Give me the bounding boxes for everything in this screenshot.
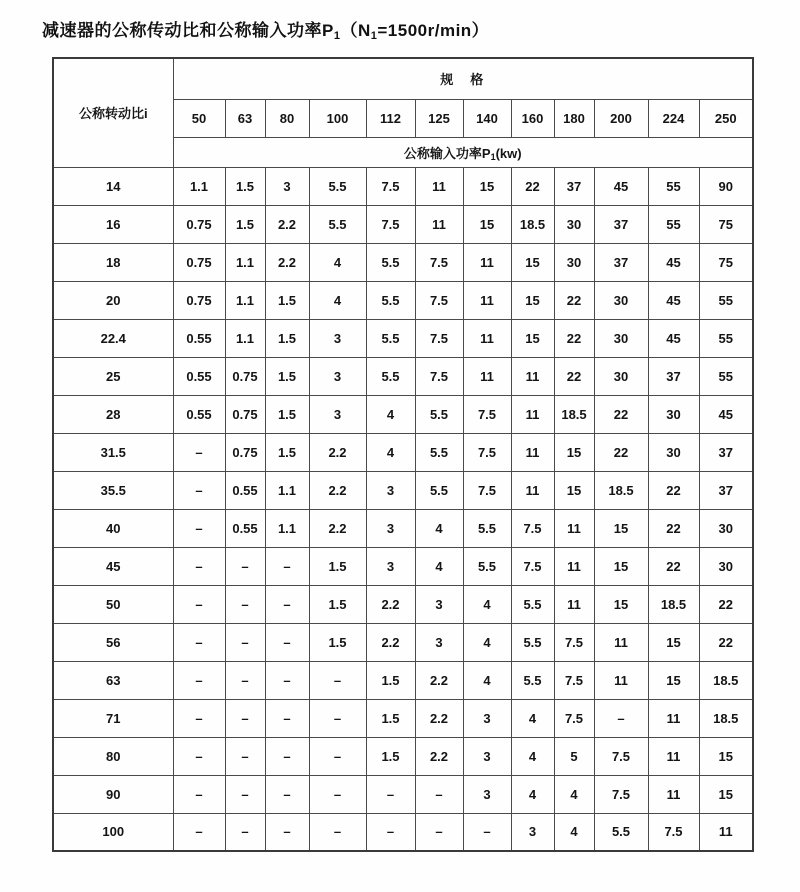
power-cell: 7.5 bbox=[554, 699, 594, 737]
power-cell: 5.5 bbox=[511, 623, 554, 661]
power-cell: 15 bbox=[594, 547, 648, 585]
power-cell: – bbox=[225, 775, 265, 813]
power-cell: 2.2 bbox=[366, 585, 415, 623]
ratio-cell: 31.5 bbox=[53, 433, 173, 471]
ratio-cell: 63 bbox=[53, 661, 173, 699]
power-cell: 22 bbox=[594, 433, 648, 471]
power-cell: 11 bbox=[511, 395, 554, 433]
power-cell: 45 bbox=[699, 395, 753, 433]
power-cell: – bbox=[173, 813, 225, 851]
power-cell: 22 bbox=[648, 471, 699, 509]
power-cell: 75 bbox=[699, 205, 753, 243]
power-cell: 4 bbox=[415, 547, 463, 585]
power-label-text: 公称输入功率P bbox=[403, 145, 491, 161]
ratio-cell: 40 bbox=[53, 509, 173, 547]
table-row bbox=[53, 585, 753, 623]
spec-table-body bbox=[53, 167, 753, 851]
power-cell: 3 bbox=[511, 813, 554, 851]
power-cell: 18.5 bbox=[648, 585, 699, 623]
table-row bbox=[53, 509, 753, 547]
power-cell: 5.5 bbox=[415, 471, 463, 509]
power-cell: 18.5 bbox=[699, 661, 753, 699]
power-cell: 18.5 bbox=[511, 205, 554, 243]
table-row bbox=[53, 319, 753, 357]
power-cell: 15 bbox=[648, 623, 699, 661]
table-row bbox=[53, 205, 753, 243]
power-cell: – bbox=[173, 737, 225, 775]
power-cell: 1.5 bbox=[265, 319, 309, 357]
power-cell: 30 bbox=[699, 509, 753, 547]
power-cell: 30 bbox=[594, 319, 648, 357]
power-cell: – bbox=[463, 813, 511, 851]
power-cell: 3 bbox=[309, 319, 366, 357]
power-cell: 22 bbox=[648, 509, 699, 547]
power-cell: – bbox=[366, 813, 415, 851]
power-cell: 1.5 bbox=[366, 699, 415, 737]
power-cell: 11 bbox=[511, 433, 554, 471]
size-col-header: 125 bbox=[415, 99, 463, 137]
power-cell: 3 bbox=[265, 167, 309, 205]
table-row bbox=[53, 699, 753, 737]
title-subscript-2: 1 bbox=[370, 30, 378, 42]
ratio-cell: 90 bbox=[53, 775, 173, 813]
power-cell: 1.5 bbox=[265, 433, 309, 471]
power-cell: 0.55 bbox=[225, 509, 265, 547]
power-cell: 11 bbox=[463, 243, 511, 281]
power-cell: 22 bbox=[554, 357, 594, 395]
power-cell: 0.55 bbox=[173, 357, 225, 395]
power-cell: – bbox=[309, 699, 366, 737]
power-cell: 4 bbox=[511, 699, 554, 737]
power-cell: 5.5 bbox=[366, 319, 415, 357]
power-cell: 4 bbox=[554, 775, 594, 813]
power-cell: 4 bbox=[511, 737, 554, 775]
power-cell: 75 bbox=[699, 243, 753, 281]
table-row bbox=[53, 661, 753, 699]
ratio-cell: 100 bbox=[53, 813, 173, 851]
power-cell: 1.5 bbox=[265, 281, 309, 319]
power-cell: 30 bbox=[699, 547, 753, 585]
power-cell: 30 bbox=[648, 433, 699, 471]
power-cell: 4 bbox=[463, 585, 511, 623]
table-row bbox=[53, 471, 753, 509]
ratio-cell: 35.5 bbox=[53, 471, 173, 509]
power-cell: 7.5 bbox=[366, 205, 415, 243]
power-cell: 1.5 bbox=[366, 661, 415, 699]
power-cell: 5.5 bbox=[366, 357, 415, 395]
size-col-header: 80 bbox=[265, 99, 309, 137]
power-cell: 22 bbox=[594, 395, 648, 433]
table-row bbox=[53, 395, 753, 433]
power-cell: 4 bbox=[309, 281, 366, 319]
power-cell: – bbox=[265, 585, 309, 623]
power-cell: 0.55 bbox=[173, 319, 225, 357]
power-cell: 7.5 bbox=[366, 167, 415, 205]
power-cell: 3 bbox=[366, 547, 415, 585]
power-cell: – bbox=[173, 699, 225, 737]
power-cell: 30 bbox=[648, 395, 699, 433]
power-cell: 15 bbox=[699, 775, 753, 813]
power-cell: 0.75 bbox=[173, 281, 225, 319]
power-cell: 15 bbox=[511, 319, 554, 357]
power-cell: – bbox=[173, 623, 225, 661]
ratio-cell: 71 bbox=[53, 699, 173, 737]
power-cell: 2.2 bbox=[309, 433, 366, 471]
power-cell: 3 bbox=[463, 737, 511, 775]
table-row bbox=[53, 813, 753, 851]
power-cell: 15 bbox=[511, 243, 554, 281]
power-cell: 5.5 bbox=[463, 509, 511, 547]
ratio-cell: 14 bbox=[53, 167, 173, 205]
power-cell: 7.5 bbox=[415, 319, 463, 357]
power-cell: 55 bbox=[699, 319, 753, 357]
size-col-header: 140 bbox=[463, 99, 511, 137]
power-cell: 7.5 bbox=[648, 813, 699, 851]
power-cell: 22 bbox=[699, 623, 753, 661]
power-cell: 2.2 bbox=[415, 737, 463, 775]
power-cell: 2.2 bbox=[309, 471, 366, 509]
power-cell: 1.5 bbox=[309, 585, 366, 623]
power-cell: 11 bbox=[699, 813, 753, 851]
power-cell: 15 bbox=[511, 281, 554, 319]
power-cell: – bbox=[173, 433, 225, 471]
ratio-cell: 45 bbox=[53, 547, 173, 585]
power-cell: – bbox=[594, 699, 648, 737]
page-title bbox=[42, 16, 489, 41]
size-col-header: 112 bbox=[366, 99, 415, 137]
power-cell: 0.75 bbox=[225, 395, 265, 433]
power-cell: 45 bbox=[648, 319, 699, 357]
power-cell: 37 bbox=[699, 471, 753, 509]
power-cell: 11 bbox=[554, 585, 594, 623]
power-cell: 1.1 bbox=[225, 281, 265, 319]
power-cell: 11 bbox=[648, 699, 699, 737]
power-cell: 15 bbox=[463, 167, 511, 205]
power-cell: 11 bbox=[594, 623, 648, 661]
power-cell: 1.5 bbox=[265, 395, 309, 433]
power-cell: 37 bbox=[648, 357, 699, 395]
power-cell: 4 bbox=[415, 509, 463, 547]
power-cell: – bbox=[173, 661, 225, 699]
power-subheader bbox=[173, 137, 753, 167]
ratio-cell: 18 bbox=[53, 243, 173, 281]
power-cell: 11 bbox=[463, 357, 511, 395]
power-cell: 0.75 bbox=[225, 357, 265, 395]
table-row bbox=[53, 433, 753, 471]
power-cell: 37 bbox=[594, 205, 648, 243]
power-cell: – bbox=[225, 661, 265, 699]
size-col-header: 100 bbox=[309, 99, 366, 137]
power-cell: – bbox=[225, 623, 265, 661]
power-cell: 7.5 bbox=[415, 357, 463, 395]
power-cell: 5.5 bbox=[511, 661, 554, 699]
power-cell: 5.5 bbox=[463, 547, 511, 585]
power-cell: 3 bbox=[309, 357, 366, 395]
power-cell: 1.1 bbox=[265, 471, 309, 509]
power-cell: 4 bbox=[366, 395, 415, 433]
power-cell: 30 bbox=[554, 243, 594, 281]
power-cell: 11 bbox=[511, 471, 554, 509]
table-row bbox=[53, 737, 753, 775]
power-cell: 3 bbox=[366, 509, 415, 547]
spec-table bbox=[52, 57, 754, 852]
spec-group-header: 规 格 bbox=[173, 58, 753, 99]
power-cell: 45 bbox=[648, 281, 699, 319]
power-cell: 55 bbox=[648, 167, 699, 205]
table-row bbox=[53, 167, 753, 205]
power-cell: 15 bbox=[594, 585, 648, 623]
title-text: 减速器的公称传动比和公称输入功率P bbox=[42, 21, 334, 40]
power-cell: 5.5 bbox=[366, 243, 415, 281]
power-cell: 7.5 bbox=[511, 547, 554, 585]
power-cell: 2.2 bbox=[265, 205, 309, 243]
power-cell: 45 bbox=[594, 167, 648, 205]
size-col-header: 160 bbox=[511, 99, 554, 137]
power-cell: 1.5 bbox=[225, 205, 265, 243]
power-cell: 1.5 bbox=[309, 623, 366, 661]
power-cell: 1.1 bbox=[265, 509, 309, 547]
power-cell: 15 bbox=[594, 509, 648, 547]
ratio-cell: 50 bbox=[53, 585, 173, 623]
power-cell: – bbox=[225, 699, 265, 737]
size-col-header: 50 bbox=[173, 99, 225, 137]
power-cell: – bbox=[265, 623, 309, 661]
title-subscript-1: 1 bbox=[333, 30, 341, 42]
power-cell: – bbox=[173, 509, 225, 547]
power-cell: 3 bbox=[463, 775, 511, 813]
power-cell: 22 bbox=[648, 547, 699, 585]
power-cell: 11 bbox=[415, 167, 463, 205]
power-cell: 37 bbox=[554, 167, 594, 205]
power-cell: 2.2 bbox=[366, 623, 415, 661]
table-row bbox=[53, 281, 753, 319]
power-cell: 4 bbox=[463, 661, 511, 699]
power-cell: – bbox=[173, 547, 225, 585]
power-cell: 3 bbox=[415, 623, 463, 661]
power-cell: 22 bbox=[554, 281, 594, 319]
power-cell: – bbox=[265, 775, 309, 813]
table-row bbox=[53, 243, 753, 281]
power-cell: 55 bbox=[699, 357, 753, 395]
power-cell: 11 bbox=[463, 281, 511, 319]
ratio-column-header: 公称转动比i bbox=[53, 58, 173, 167]
ratio-cell: 80 bbox=[53, 737, 173, 775]
power-cell: – bbox=[265, 813, 309, 851]
power-cell: 1.1 bbox=[173, 167, 225, 205]
power-cell: – bbox=[173, 775, 225, 813]
ratio-cell: 25 bbox=[53, 357, 173, 395]
power-cell: – bbox=[265, 661, 309, 699]
power-cell: – bbox=[415, 813, 463, 851]
power-cell: 2.2 bbox=[415, 661, 463, 699]
power-cell: 5.5 bbox=[366, 281, 415, 319]
power-cell: 0.75 bbox=[225, 433, 265, 471]
power-cell: 0.55 bbox=[173, 395, 225, 433]
power-cell: 5.5 bbox=[415, 433, 463, 471]
power-cell: 22 bbox=[511, 167, 554, 205]
power-cell: 7.5 bbox=[415, 281, 463, 319]
power-cell: – bbox=[415, 775, 463, 813]
power-cell: 7.5 bbox=[463, 395, 511, 433]
power-cell: – bbox=[366, 775, 415, 813]
power-cell: – bbox=[265, 547, 309, 585]
power-cell: 1.1 bbox=[225, 319, 265, 357]
power-cell: 4 bbox=[309, 243, 366, 281]
title-text-2: （N bbox=[340, 21, 371, 40]
power-cell: 5.5 bbox=[594, 813, 648, 851]
power-cell: 5.5 bbox=[415, 395, 463, 433]
power-cell: 7.5 bbox=[554, 661, 594, 699]
power-cell: 4 bbox=[463, 623, 511, 661]
power-cell: – bbox=[225, 547, 265, 585]
power-cell: – bbox=[225, 585, 265, 623]
power-cell: 11 bbox=[554, 509, 594, 547]
power-cell: 18.5 bbox=[699, 699, 753, 737]
power-cell: 7.5 bbox=[511, 509, 554, 547]
power-cell: 1.5 bbox=[309, 547, 366, 585]
power-cell: 15 bbox=[554, 433, 594, 471]
power-cell: 1.5 bbox=[225, 167, 265, 205]
power-cell: 90 bbox=[699, 167, 753, 205]
power-cell: 1.5 bbox=[366, 737, 415, 775]
power-label bbox=[404, 146, 522, 161]
power-cell: 11 bbox=[554, 547, 594, 585]
power-cell: – bbox=[265, 737, 309, 775]
table-row bbox=[53, 547, 753, 585]
power-cell: 3 bbox=[309, 395, 366, 433]
power-cell: – bbox=[173, 585, 225, 623]
power-cell: – bbox=[225, 737, 265, 775]
table-row bbox=[53, 357, 753, 395]
power-cell: 18.5 bbox=[594, 471, 648, 509]
power-cell: 3 bbox=[366, 471, 415, 509]
size-col-header: 200 bbox=[594, 99, 648, 137]
size-col-header: 224 bbox=[648, 99, 699, 137]
power-cell: 30 bbox=[554, 205, 594, 243]
ratio-cell: 16 bbox=[53, 205, 173, 243]
power-cell: 7.5 bbox=[463, 433, 511, 471]
ratio-cell: 56 bbox=[53, 623, 173, 661]
power-cell: – bbox=[309, 813, 366, 851]
size-col-header: 63 bbox=[225, 99, 265, 137]
power-cell: 4 bbox=[511, 775, 554, 813]
power-label-unit: (kw) bbox=[495, 145, 522, 161]
power-cell: – bbox=[173, 471, 225, 509]
power-cell: 7.5 bbox=[554, 623, 594, 661]
power-cell: 0.75 bbox=[173, 205, 225, 243]
power-cell: 2.2 bbox=[415, 699, 463, 737]
power-cell: 5.5 bbox=[511, 585, 554, 623]
power-cell: 15 bbox=[648, 661, 699, 699]
power-cell: 18.5 bbox=[554, 395, 594, 433]
size-col-header: 250 bbox=[699, 99, 753, 137]
power-cell: 55 bbox=[648, 205, 699, 243]
power-cell: – bbox=[225, 813, 265, 851]
table-row bbox=[53, 775, 753, 813]
power-cell: 11 bbox=[648, 737, 699, 775]
power-cell: 7.5 bbox=[594, 775, 648, 813]
power-cell: 7.5 bbox=[463, 471, 511, 509]
power-cell: 5.5 bbox=[309, 205, 366, 243]
power-cell: 3 bbox=[463, 699, 511, 737]
ratio-cell: 20 bbox=[53, 281, 173, 319]
power-cell: 37 bbox=[594, 243, 648, 281]
power-cell: 22 bbox=[554, 319, 594, 357]
power-cell: 30 bbox=[594, 281, 648, 319]
ratio-cell: 22.4 bbox=[53, 319, 173, 357]
power-cell: 30 bbox=[594, 357, 648, 395]
power-cell: 2.2 bbox=[265, 243, 309, 281]
table-row bbox=[53, 623, 753, 661]
power-cell: 4 bbox=[554, 813, 594, 851]
power-cell: 7.5 bbox=[415, 243, 463, 281]
power-cell: 4 bbox=[366, 433, 415, 471]
size-col-header: 180 bbox=[554, 99, 594, 137]
power-cell: 11 bbox=[594, 661, 648, 699]
power-cell: 11 bbox=[648, 775, 699, 813]
power-cell: 7.5 bbox=[594, 737, 648, 775]
title-text-3: =1500r/min） bbox=[377, 21, 490, 40]
power-cell: – bbox=[309, 775, 366, 813]
power-cell: 1.1 bbox=[225, 243, 265, 281]
power-cell: 22 bbox=[699, 585, 753, 623]
power-cell: 0.75 bbox=[173, 243, 225, 281]
power-cell: – bbox=[265, 699, 309, 737]
power-cell: 5.5 bbox=[309, 167, 366, 205]
power-cell: 5 bbox=[554, 737, 594, 775]
power-cell: 45 bbox=[648, 243, 699, 281]
power-cell: 11 bbox=[415, 205, 463, 243]
power-cell: 15 bbox=[463, 205, 511, 243]
power-cell: 3 bbox=[415, 585, 463, 623]
power-cell: – bbox=[309, 661, 366, 699]
ratio-cell: 28 bbox=[53, 395, 173, 433]
power-cell: 1.5 bbox=[265, 357, 309, 395]
power-cell: 37 bbox=[699, 433, 753, 471]
power-cell: 55 bbox=[699, 281, 753, 319]
power-cell: 15 bbox=[554, 471, 594, 509]
power-cell: 0.55 bbox=[225, 471, 265, 509]
power-cell: 11 bbox=[463, 319, 511, 357]
power-cell: 11 bbox=[511, 357, 554, 395]
power-cell: – bbox=[309, 737, 366, 775]
power-label-subscript: 1 bbox=[490, 151, 496, 162]
power-cell: 2.2 bbox=[309, 509, 366, 547]
power-cell: 15 bbox=[699, 737, 753, 775]
